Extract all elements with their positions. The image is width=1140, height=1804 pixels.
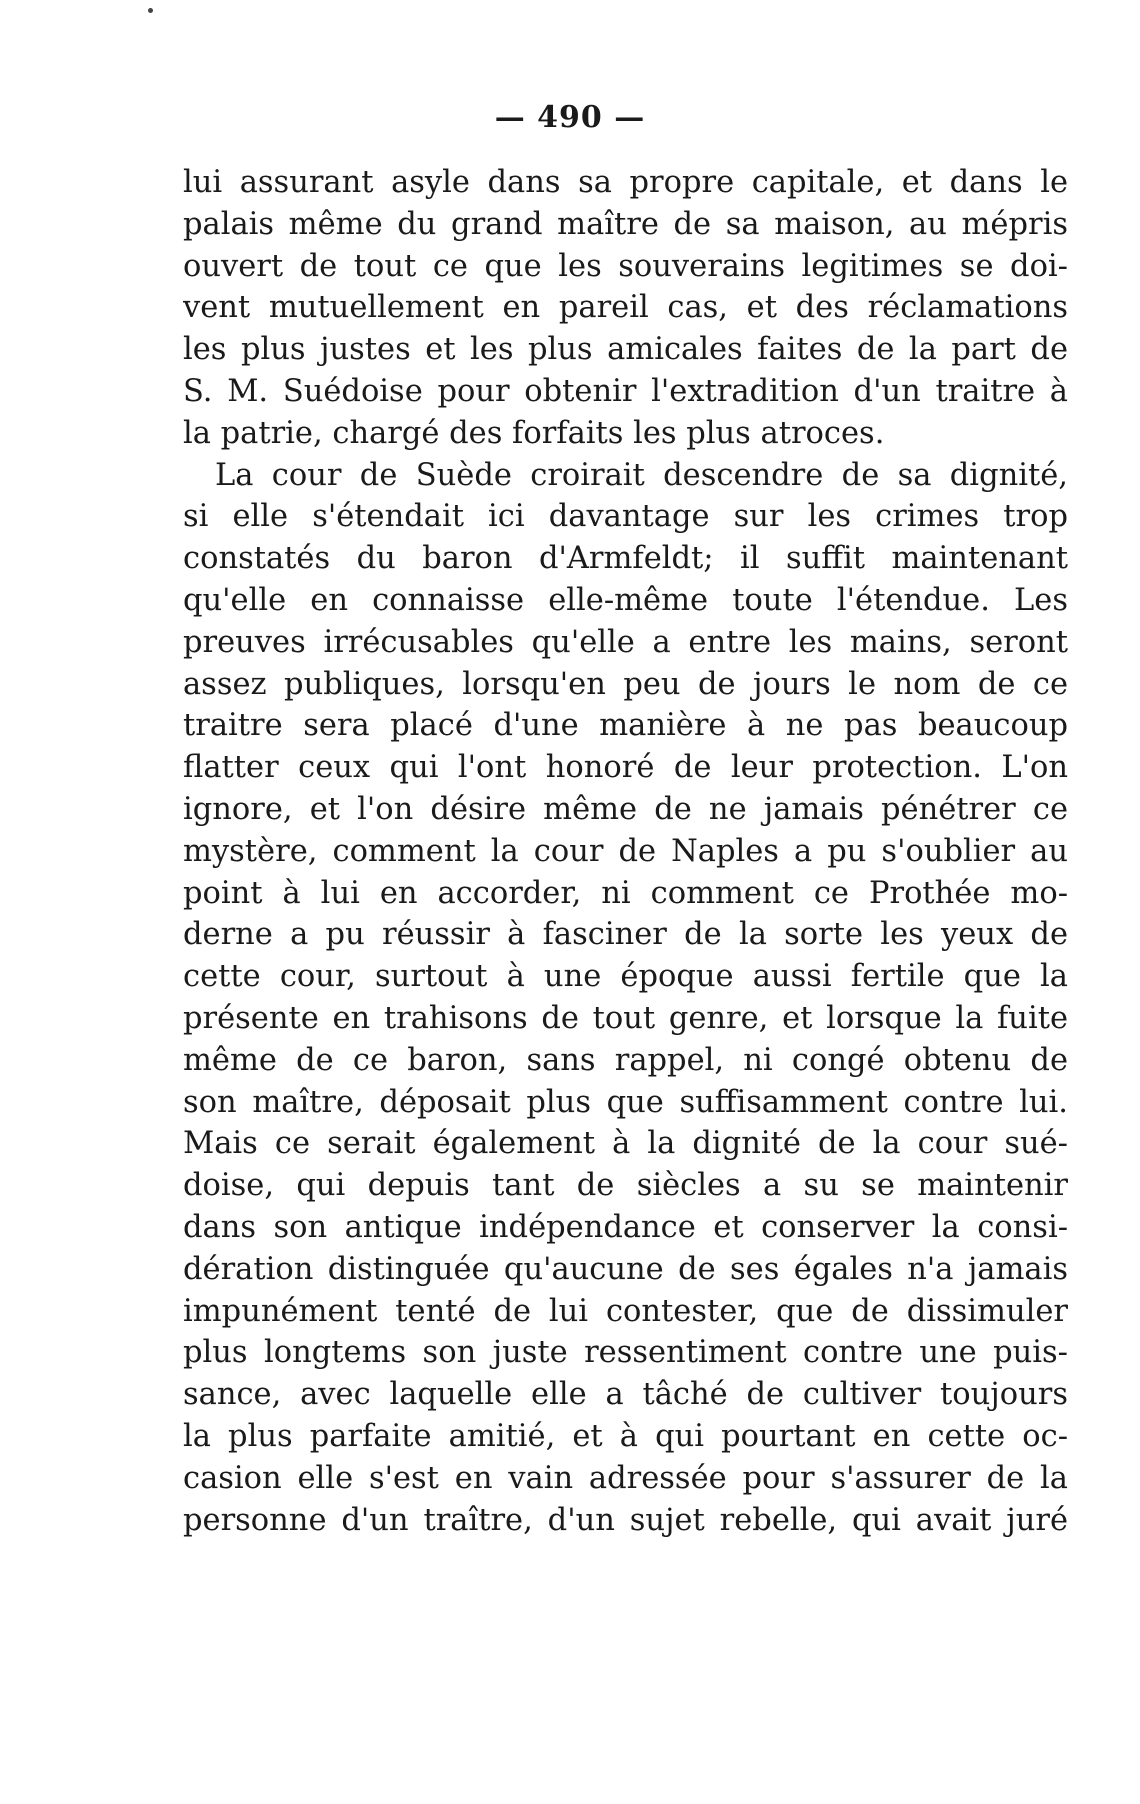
- text-line: La cour de Suède croirait descendre de sa dignité,: [215, 457, 1068, 493]
- text-line: mystère, comment la cour de Naples a pu s'oublier au: [183, 833, 1068, 869]
- text-line: personne d'un traître, d'un sujet rebelle, qui avait juré: [183, 1502, 1068, 1538]
- text-line: palais même du grand maître de sa maison, au mépris: [183, 206, 1068, 242]
- text-line: la plus parfaite amitié, et à qui pourtant en cette oc-: [183, 1418, 1068, 1454]
- text-line: son maître, déposait plus que suffisamment contre lui.: [183, 1084, 1068, 1120]
- text-line: présente en trahisons de tout genre, et lorsque la fuite: [183, 1000, 1068, 1036]
- text-line: vent mutuellement en pareil cas, et des réclamations: [183, 290, 1068, 326]
- text-line: traitre sera placé d'une manière à ne pas beaucoup: [183, 708, 1068, 744]
- text-line: lui assurant asyle dans sa propre capitale, et dans le: [183, 165, 1068, 200]
- text-line: les plus justes et les plus amicales faites de la part de: [183, 332, 1068, 368]
- text-line: preuves irrécusables qu'elle a entre les mains, seront: [183, 624, 1068, 660]
- text-line: cette cour, surtout à une époque aussi fertile que la: [183, 959, 1068, 995]
- text-line: dans son antique indépendance et conserver la consi-: [183, 1209, 1068, 1245]
- text-line: Mais ce serait également à la dignité de la cour sué-: [183, 1126, 1068, 1162]
- text-line: point à lui en accorder, ni comment ce Prothée mo-: [183, 875, 1068, 911]
- text-line: impunément tenté de lui contester, que de dissimuler: [183, 1293, 1068, 1329]
- text-line: S. M. Suédoise pour obtenir l'extradition d'un traitre à: [183, 373, 1068, 409]
- text-line: flatter ceux qui l'ont honoré de leur protection. L'on: [183, 750, 1068, 786]
- text-line: plus longtems son juste ressentiment contre une puis-: [183, 1335, 1068, 1371]
- text-line: derne a pu réussir à fasciner de la sorte les yeux de: [183, 917, 1068, 953]
- text-line: dération distinguée qu'aucune de ses égales n'a jamais: [183, 1251, 1068, 1287]
- body-text: [183, 162, 1068, 1541]
- text-line: qu'elle en connaisse elle-même toute l'étendue. Les: [183, 582, 1068, 618]
- text-line: assez publiques, lorsqu'en peu de jours le nom de ce: [183, 666, 1068, 702]
- text-line: ouvert de tout ce que les souverains legitimes se doi-: [183, 248, 1068, 284]
- text-line: même de ce baron, sans rappel, ni congé obtenu de: [183, 1042, 1068, 1078]
- text-line: sance, avec laquelle elle a tâché de cultiver toujours: [183, 1377, 1068, 1413]
- text-line: doise, qui depuis tant de siècles a su se maintenir: [183, 1168, 1068, 1204]
- text-line: la patrie, chargé des forfaits les plus atroces.: [183, 415, 885, 451]
- text-line: ignore, et l'on désire même de ne jamais pénétrer ce: [183, 791, 1068, 827]
- page-number: — 490 —: [494, 100, 646, 135]
- text-line: constatés du baron d'Armfeldt; il suffit maintenant: [183, 541, 1068, 577]
- ink-speck: [148, 8, 153, 13]
- text-line: casion elle s'est en vain adressée pour s'assurer de la: [183, 1460, 1068, 1496]
- text-line: si elle s'étendait ici davantage sur les crimes trop: [183, 499, 1068, 535]
